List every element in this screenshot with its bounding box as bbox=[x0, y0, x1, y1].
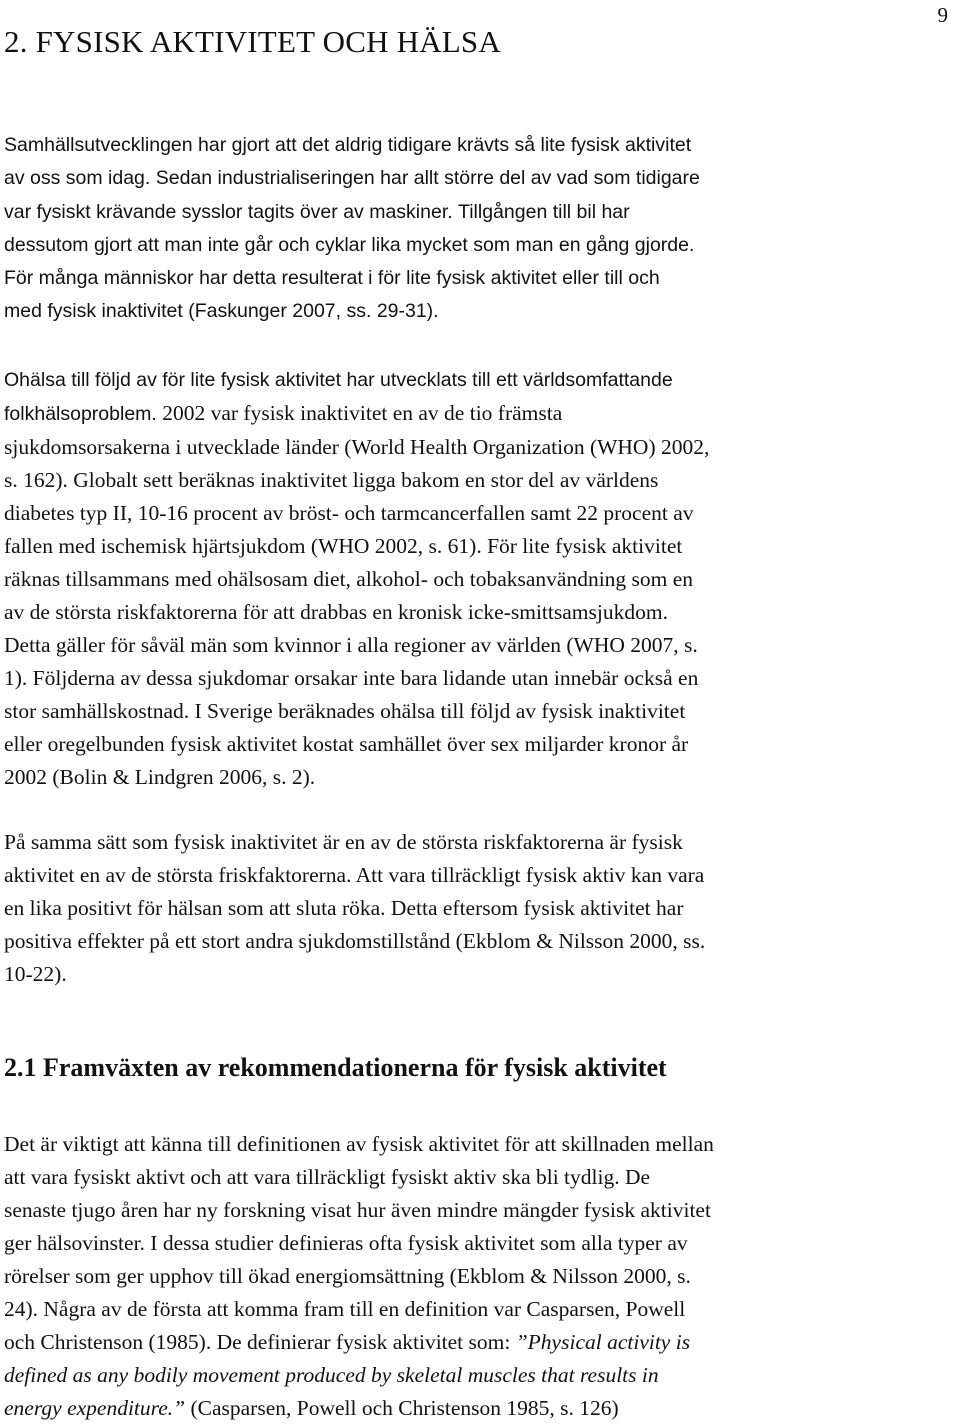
section-title: 2.1 Framväxten av rekommendationerna för fysisk aktivitet bbox=[4, 1053, 667, 1082]
page-number: 9 bbox=[937, 3, 948, 27]
text-line: med fysisk inaktivitet (Faskunger 2007, ss. 29-31). bbox=[4, 300, 439, 322]
paragraph-definition bbox=[4, 1128, 960, 1425]
text-line: sjukdomsorsakerna i utvecklade länder (World Health Organization (WHO) 2002, bbox=[4, 435, 710, 459]
text-line: 2002 (Bolin & Lindgren 2006, s. 2). bbox=[4, 765, 316, 789]
text-run: Tillgången till bil har bbox=[458, 201, 630, 223]
text-line: För många människor har detta resulterat i för lite fysisk aktivitet eller till och bbox=[4, 267, 660, 289]
text-line: 24). Några av de första att komma fram till en definition var Casparsen, Powell bbox=[4, 1297, 686, 1321]
text-line: aktivitet en av de största friskfaktorerna. Att vara tillräckligt fysisk aktiv kan vara bbox=[4, 863, 705, 887]
paragraph-health-factors bbox=[4, 826, 960, 991]
text-line: stor samhällskostnad. I Sverige beräknades ohälsa till följd av fysisk inaktivitet bbox=[4, 699, 686, 723]
text-line: Ohälsa till följd av för lite fysisk aktivitet har utvecklats till ett världsomfattande bbox=[4, 369, 673, 391]
text-line: rörelser som ger upphov till ökad energiomsättning (Ekblom & Nilsson 2000, s. bbox=[4, 1264, 691, 1288]
text-line: 10-22). bbox=[4, 962, 67, 986]
text-run: var fysiskt krävande sysslor tagits över av maskiner. bbox=[4, 201, 453, 223]
text-line bbox=[4, 195, 960, 229]
text-line bbox=[4, 397, 960, 431]
text-line: Samhällsutvecklingen har gjort att det aldrig tidigare krävts så lite fysisk aktivitet bbox=[4, 134, 692, 156]
text-run: 2002 var fysisk inaktivitet en av de tio främsta bbox=[162, 401, 563, 425]
text-run: folkhälsoproblem. bbox=[4, 403, 157, 425]
quote-text: ”Physical activity is bbox=[515, 1330, 691, 1354]
text-run: Globalt sett beräknas inaktivitet ligga bakom en stor del av världens bbox=[73, 468, 659, 492]
citation-text: (Casparsen, Powell och Christenson 1985, s. 126) bbox=[185, 1396, 619, 1420]
chapter-title: 2. FYSISK AKTIVITET OCH HÄLSA bbox=[4, 24, 501, 59]
text-line: av de största riskfaktorerna för att drabbas en kronisk icke-smittsamsjukdom. bbox=[4, 600, 668, 624]
paragraph-public-health bbox=[4, 364, 960, 794]
text-line: att vara fysiskt aktivt och att vara tillräckligt fysiskt aktiv ska bli tydlig. De bbox=[4, 1165, 651, 1189]
text-line: en lika positivt för hälsan som att sluta röka. Detta eftersom fysisk aktivitet har bbox=[4, 896, 684, 920]
text-line: ger hälsovinster. I dessa studier definieras ofta fysisk aktivitet som alla typer av bbox=[4, 1231, 688, 1255]
text-line: eller oregelbunden fysisk aktivitet kostat samhället över sex miljarder kronor år bbox=[4, 732, 689, 756]
text-line: 1). Följderna av dessa sjukdomar orsakar inte bara lidande utan innebär också en bbox=[4, 666, 699, 690]
text-line: Detta gäller för såväl män som kvinnor i alla regioner av världen (WHO 2007, s. bbox=[4, 633, 698, 657]
text-line: senaste tjugo åren har ny forskning visat hur även mindre mängder fysisk aktivitet bbox=[4, 1198, 711, 1222]
text-line: dessutom gjort att man inte går och cyklar lika mycket som man en gång gjorde. bbox=[4, 234, 695, 256]
text-line: diabetes typ II, 10-16 procent av bröst- och tarmcancerfallen samt 22 procent av bbox=[4, 501, 694, 525]
text-line: Det är viktigt att känna till definitionen av fysisk aktivitet för att skillnaden mellan bbox=[4, 1132, 714, 1156]
text-line: positiva effekter på ett stort andra sjukdomstillstånd (Ekblom & Nilsson 2000, ss. bbox=[4, 929, 706, 953]
text-line: av oss som idag. Sedan industrialiseringen har allt större del av vad som tidigare bbox=[4, 167, 700, 189]
text-line bbox=[4, 1326, 960, 1359]
text-line bbox=[4, 1392, 960, 1425]
quote-text: defined as any bodily movement produced by skeletal muscles that results in bbox=[4, 1363, 659, 1387]
text-run: s. 162). bbox=[4, 468, 68, 492]
text-line: fallen med ischemisk hjärtsjukdom (WHO 2002, s. 61). För lite fysisk aktivitet bbox=[4, 534, 683, 558]
text-line bbox=[4, 464, 960, 497]
quote-text: energy expenditure.” bbox=[4, 1396, 186, 1420]
text-run: och Christenson (1985). De definierar fysisk aktivitet som: bbox=[4, 1330, 516, 1354]
text-line: På samma sätt som fysisk inaktivitet är en av de största riskfaktorerna är fysisk bbox=[4, 830, 683, 854]
paragraph-intro bbox=[4, 129, 960, 328]
text-line: räknas tillsammans med ohälsosam diet, alkohol- och tobaksanvändning som en bbox=[4, 567, 694, 591]
